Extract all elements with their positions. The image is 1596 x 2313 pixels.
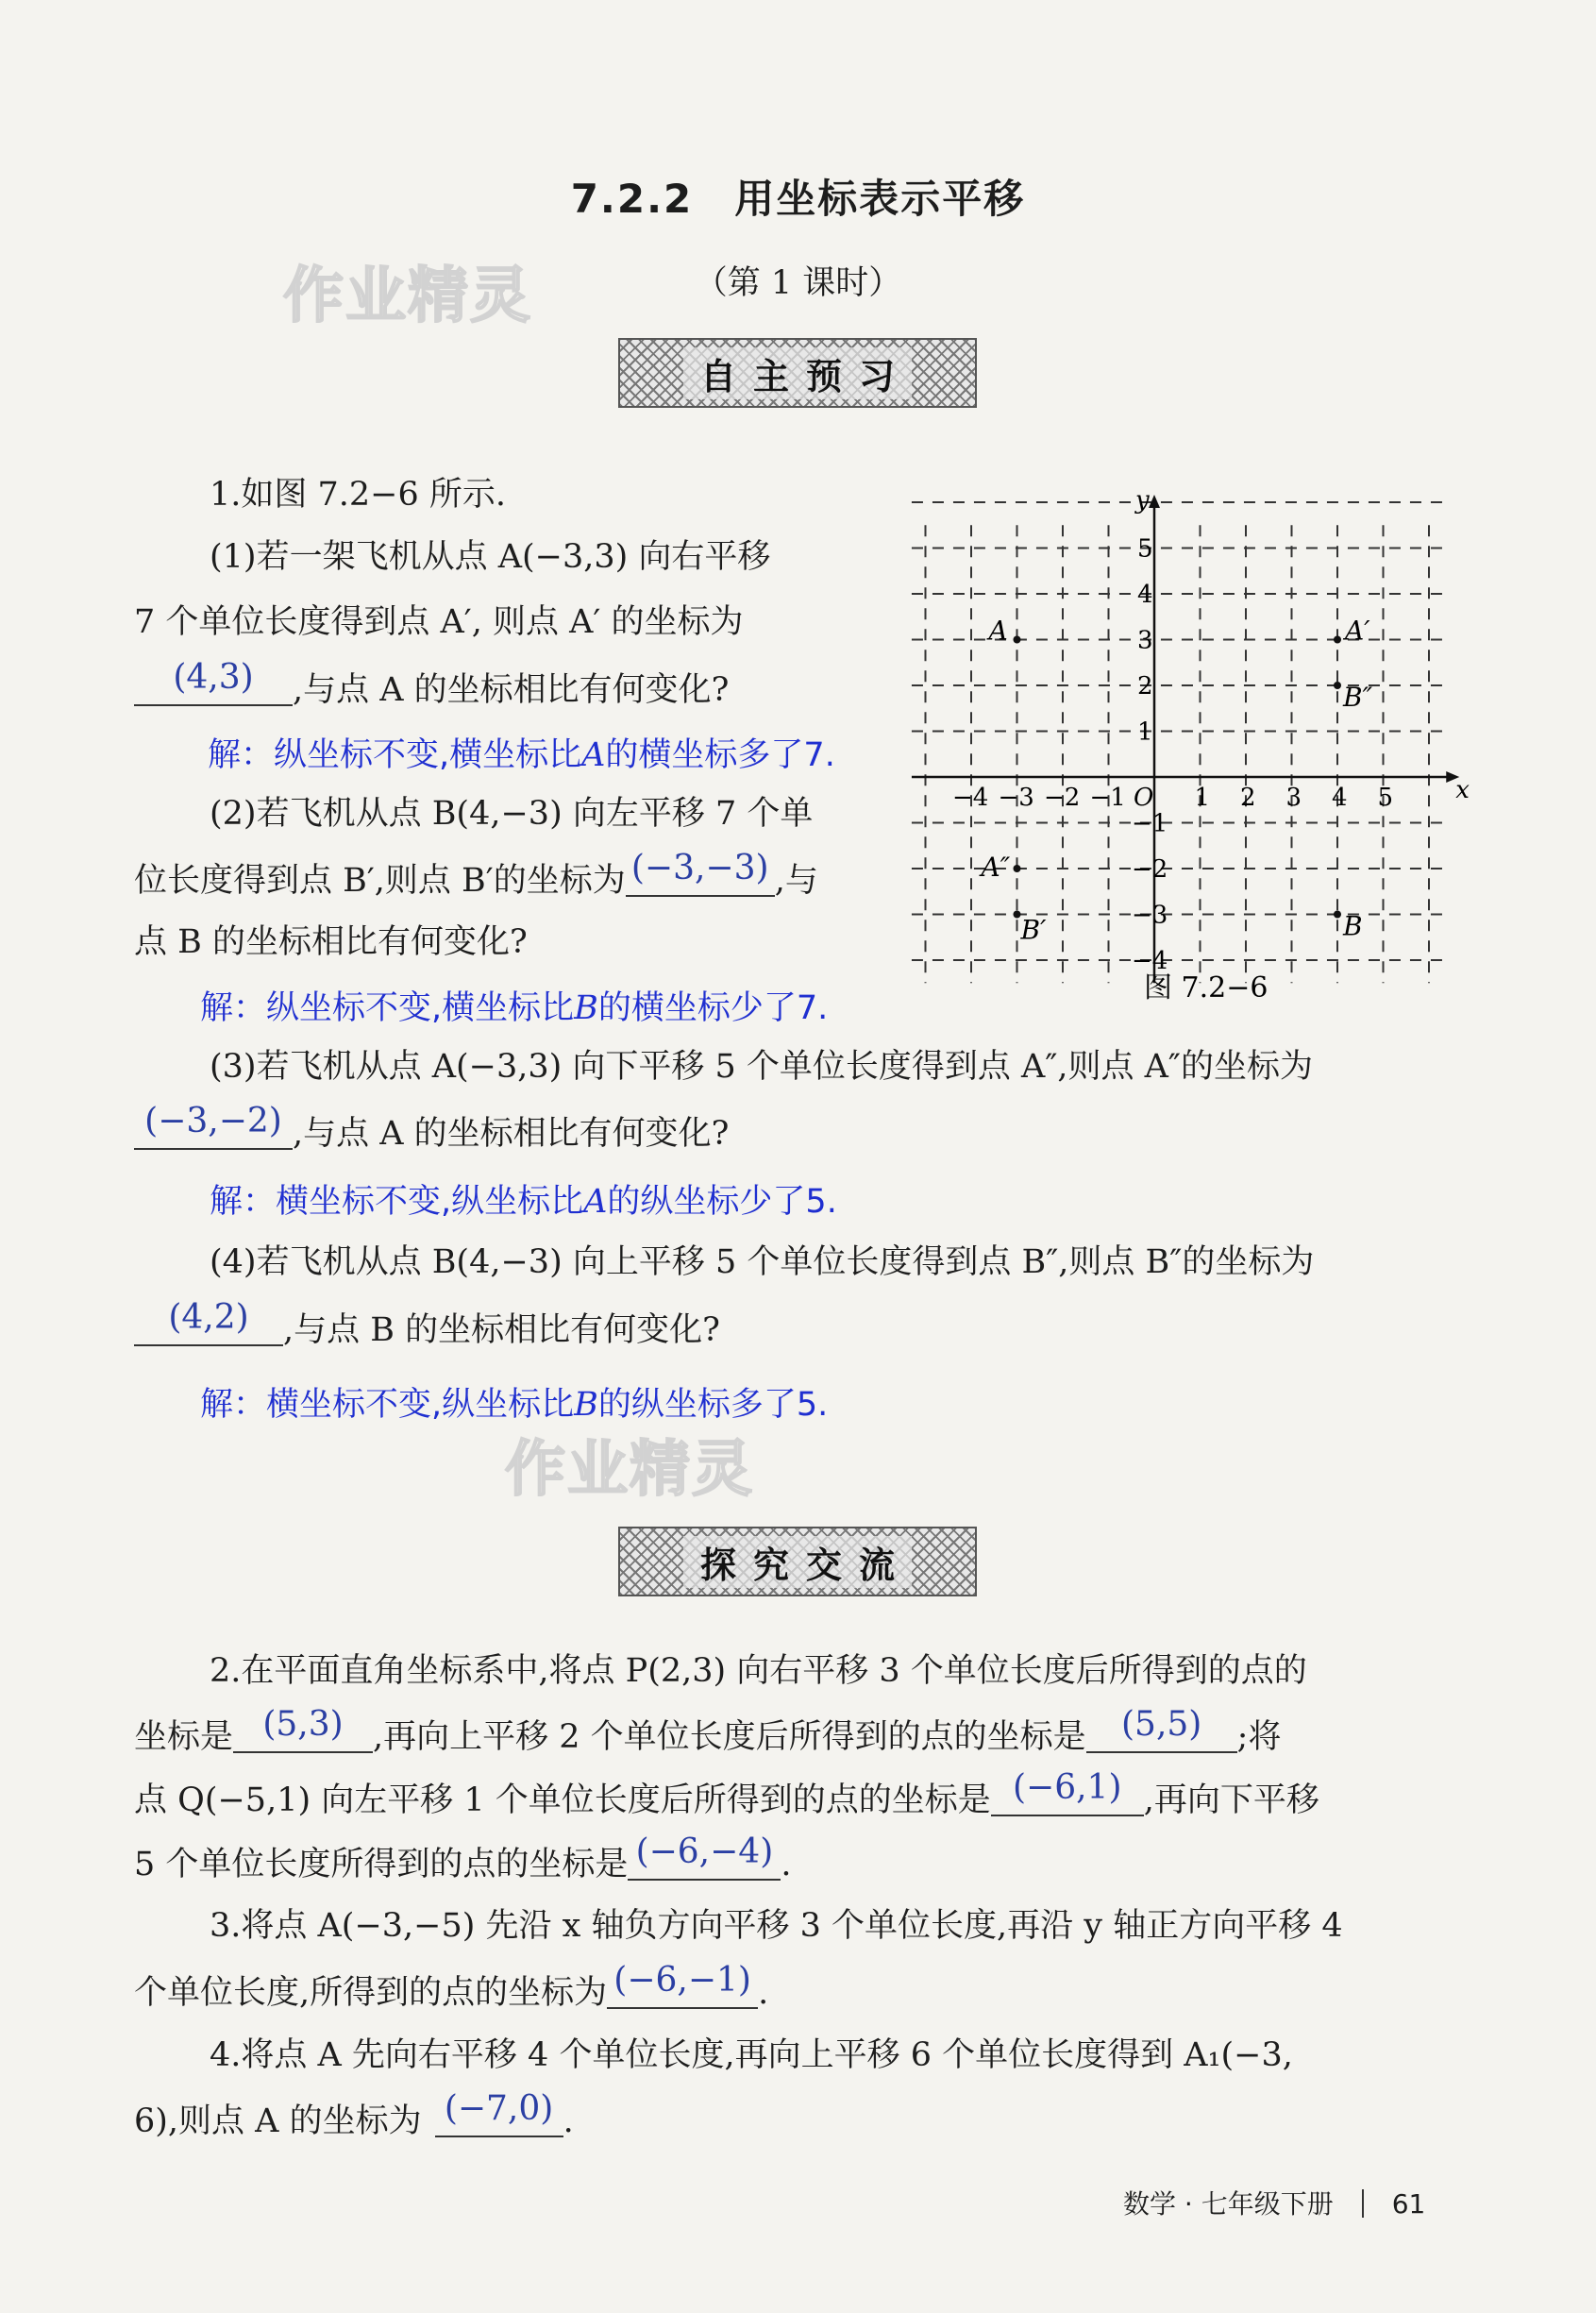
x-tick-label: 5 (1377, 784, 1394, 812)
q1-part4-solution (200, 1378, 828, 1426)
solution-var: B (574, 989, 598, 1027)
q1-part1-solution (208, 729, 835, 776)
page-footer (1123, 2184, 1425, 2221)
solution-text: 解：横坐标不变,纵坐标比 (210, 1183, 584, 1221)
q3-line2 (134, 1961, 769, 2014)
q1-part4-answer: (4,2) (168, 1298, 249, 1337)
solution-text: 的纵坐标多了5. (597, 1386, 829, 1424)
q3-blank[interactable] (607, 1961, 758, 2009)
q1-part2-line3: 点 B 的坐标相比有何变化? (134, 923, 528, 961)
x-tick-label: −1 (1089, 784, 1126, 812)
y-tick-label: −2 (1132, 855, 1168, 884)
q2-line1: 2.在平面直角坐标系中,将点 P(2,3) 向右平移 3 个单位长度后所得到的点的 (210, 1652, 1307, 1690)
q1-part1-blank[interactable] (134, 658, 293, 706)
q2-text: ,再向下平移 (1143, 1781, 1319, 1819)
q1-part1-answer: (4,3) (173, 658, 254, 697)
watermark-middle: 作业精灵 (505, 1435, 754, 1505)
watermark-top: 作业精灵 (283, 262, 532, 331)
q1-part1-question: ,与点 A 的坐标相比有何变化? (293, 671, 730, 709)
q3-text: 个单位长度,所得到的点的坐标为 (134, 1974, 608, 2012)
solution-text: 解：纵坐标不变,横坐标比 (208, 736, 582, 774)
q1-part2-blank[interactable] (626, 849, 775, 897)
q2-text: 坐标是 (134, 1718, 234, 1756)
point-marker (1014, 636, 1021, 644)
q1-part1-line2: 7 个单位长度得到点 A′, 则点 A′ 的坐标为 (134, 603, 744, 641)
q2-line3 (134, 1768, 1319, 1821)
q3-answer: (−6,−1) (613, 1961, 751, 2000)
plotted-points (979, 616, 1373, 946)
q1-part2-text: ,与 (774, 862, 818, 900)
point-marker (1334, 682, 1341, 689)
solution-text: 的横坐标多了7. (605, 736, 835, 774)
coordinate-grid-figure (934, 486, 1472, 1010)
point-marker (1334, 911, 1341, 919)
q1-part1-line3 (134, 658, 730, 711)
footer-divider (1362, 2189, 1364, 2218)
origin-label: O (1134, 784, 1154, 812)
x-tick-label: 3 (1285, 784, 1302, 812)
lesson-subtitle: （第 1 课时） (694, 264, 902, 302)
q2-line4 (134, 1832, 792, 1885)
q2-text: 点 Q(−5,1) 向左平移 1 个单位长度后所得到的点的坐标是 (134, 1781, 991, 1819)
q2-answer-4: (−6,−4) (635, 1832, 774, 1871)
q1-part4-line1: (4)若飞机从点 B(4,−3) 向上平移 5 个单位长度得到点 B″,则点 B″的坐标为 (210, 1243, 1315, 1281)
point-label: A (988, 615, 1008, 647)
y-tick-label: 4 (1137, 581, 1153, 609)
solution-text: 的纵坐标少了5. (607, 1183, 837, 1221)
point-label: A′ (1345, 615, 1370, 647)
q1-part2-answer: (−3,−3) (630, 849, 769, 887)
q2-text: . (781, 1846, 792, 1883)
q2-text: 5 个单位长度所得到的点的坐标是 (134, 1846, 629, 1883)
y-tick-label: 3 (1137, 626, 1153, 655)
q1-part1-line1: (1)若一架飞机从点 A(−3,3) 向右平移 (210, 538, 771, 576)
y-tick-label: 2 (1137, 672, 1153, 701)
x-tick-label: 1 (1194, 784, 1211, 812)
q2-blank-3[interactable] (991, 1768, 1144, 1816)
q1-part3-line2 (134, 1102, 730, 1155)
q1-part2-line1: (2)若飞机从点 B(4,−3) 向左平移 7 个单 (210, 795, 814, 833)
q2-answer-2: (5,5) (1121, 1705, 1202, 1744)
q2-text: ,再向上平移 2 个单位长度后所得到的点的坐标是 (373, 1718, 1086, 1756)
x-tick-label: 2 (1240, 784, 1256, 812)
solution-text: 的横坐标少了7. (597, 989, 829, 1027)
figure-caption: 图 7.2−6 (1144, 971, 1268, 1005)
section-title-preview: 自主预习 (683, 347, 912, 399)
point-label: A″ (981, 852, 1011, 883)
grid-lines (912, 502, 1443, 983)
q1-part3-solution (210, 1175, 837, 1223)
q4-answer: (−7,0) (444, 2089, 554, 2128)
y-tick-label: 1 (1137, 718, 1153, 747)
q1-intro: 1.如图 7.2−6 所示. (210, 476, 507, 514)
q2-blank-4[interactable] (628, 1832, 781, 1881)
x-tick-label: −4 (952, 784, 989, 812)
point-marker (1334, 636, 1341, 644)
book-name: 数学 · 七年级下册 (1123, 2188, 1334, 2220)
axes (912, 486, 1470, 983)
q3-text: . (758, 1974, 769, 2012)
q3-line1: 3.将点 A(−3,−5) 先沿 x 轴负方向平移 3 个单位长度,再沿 y 轴正方向平移 4 (210, 1907, 1343, 1945)
point-label: B″ (1343, 682, 1373, 713)
x-tick-label: −3 (998, 784, 1034, 812)
q2-blank-1[interactable] (233, 1705, 373, 1753)
q1-part4-question: ,与点 B 的坐标相比有何变化? (283, 1311, 720, 1349)
section-banner-preview (618, 338, 977, 408)
q4-blank[interactable] (435, 2089, 563, 2137)
point-label: B (1343, 910, 1363, 942)
solution-text: 解：纵坐标不变,横坐标比 (200, 989, 575, 1027)
y-tick-label: −3 (1132, 901, 1168, 930)
x-axis-label: x (1455, 776, 1470, 804)
lesson-title: 7.2.2 用坐标表示平移 (570, 176, 1026, 222)
x-tick-label: 4 (1332, 784, 1348, 812)
q1-part3-blank[interactable] (134, 1102, 293, 1150)
y-tick-label: −4 (1132, 947, 1168, 975)
q2-blank-2[interactable] (1086, 1705, 1237, 1753)
point-marker (1014, 865, 1021, 872)
q2-answer-1: (5,3) (262, 1705, 344, 1744)
q1-part2-solution (200, 982, 828, 1029)
q1-part4-blank[interactable] (134, 1298, 283, 1346)
q1-part2-line2 (134, 849, 818, 902)
q2-text: ;将 (1236, 1718, 1282, 1756)
x-tick-label: −2 (1044, 784, 1081, 812)
q4-line2 (134, 2089, 574, 2142)
page-number: 61 (1391, 2188, 1426, 2220)
solution-text: 解：横坐标不变,纵坐标比 (200, 1386, 575, 1424)
q1-part2-text: 位长度得到点 B′,则点 B′的坐标为 (134, 862, 626, 900)
solution-var: A (581, 736, 606, 774)
point-label: B′ (1020, 914, 1047, 946)
y-tick-label: 5 (1137, 534, 1153, 564)
section-banner-explore (618, 1527, 977, 1596)
section-title-explore: 探究交流 (683, 1536, 912, 1588)
point-marker (1014, 911, 1021, 919)
q2-line2 (134, 1705, 1282, 1758)
y-tick-label: −1 (1132, 809, 1168, 838)
q1-part3-question: ,与点 A 的坐标相比有何变化? (293, 1115, 730, 1153)
solution-var: A (583, 1183, 608, 1221)
q1-part3-line1: (3)若飞机从点 A(−3,3) 向下平移 5 个单位长度得到点 A″,则点 A″的坐标为 (210, 1048, 1313, 1086)
q4-text: 6),则点 A 的坐标为 (134, 2102, 422, 2140)
q4-text: . (563, 2102, 574, 2140)
y-axis-label: y (1135, 486, 1150, 515)
q1-part3-answer: (−3,−2) (144, 1102, 282, 1140)
q4-line1: 4.将点 A 先向右平移 4 个单位长度,再向上平移 6 个单位长度得到 A₁(−3, (210, 2036, 1293, 2074)
tick-labels (952, 535, 1393, 976)
q2-answer-3: (−6,1) (1013, 1768, 1122, 1807)
solution-var: B (574, 1386, 598, 1424)
q1-part4-line2 (134, 1298, 720, 1351)
